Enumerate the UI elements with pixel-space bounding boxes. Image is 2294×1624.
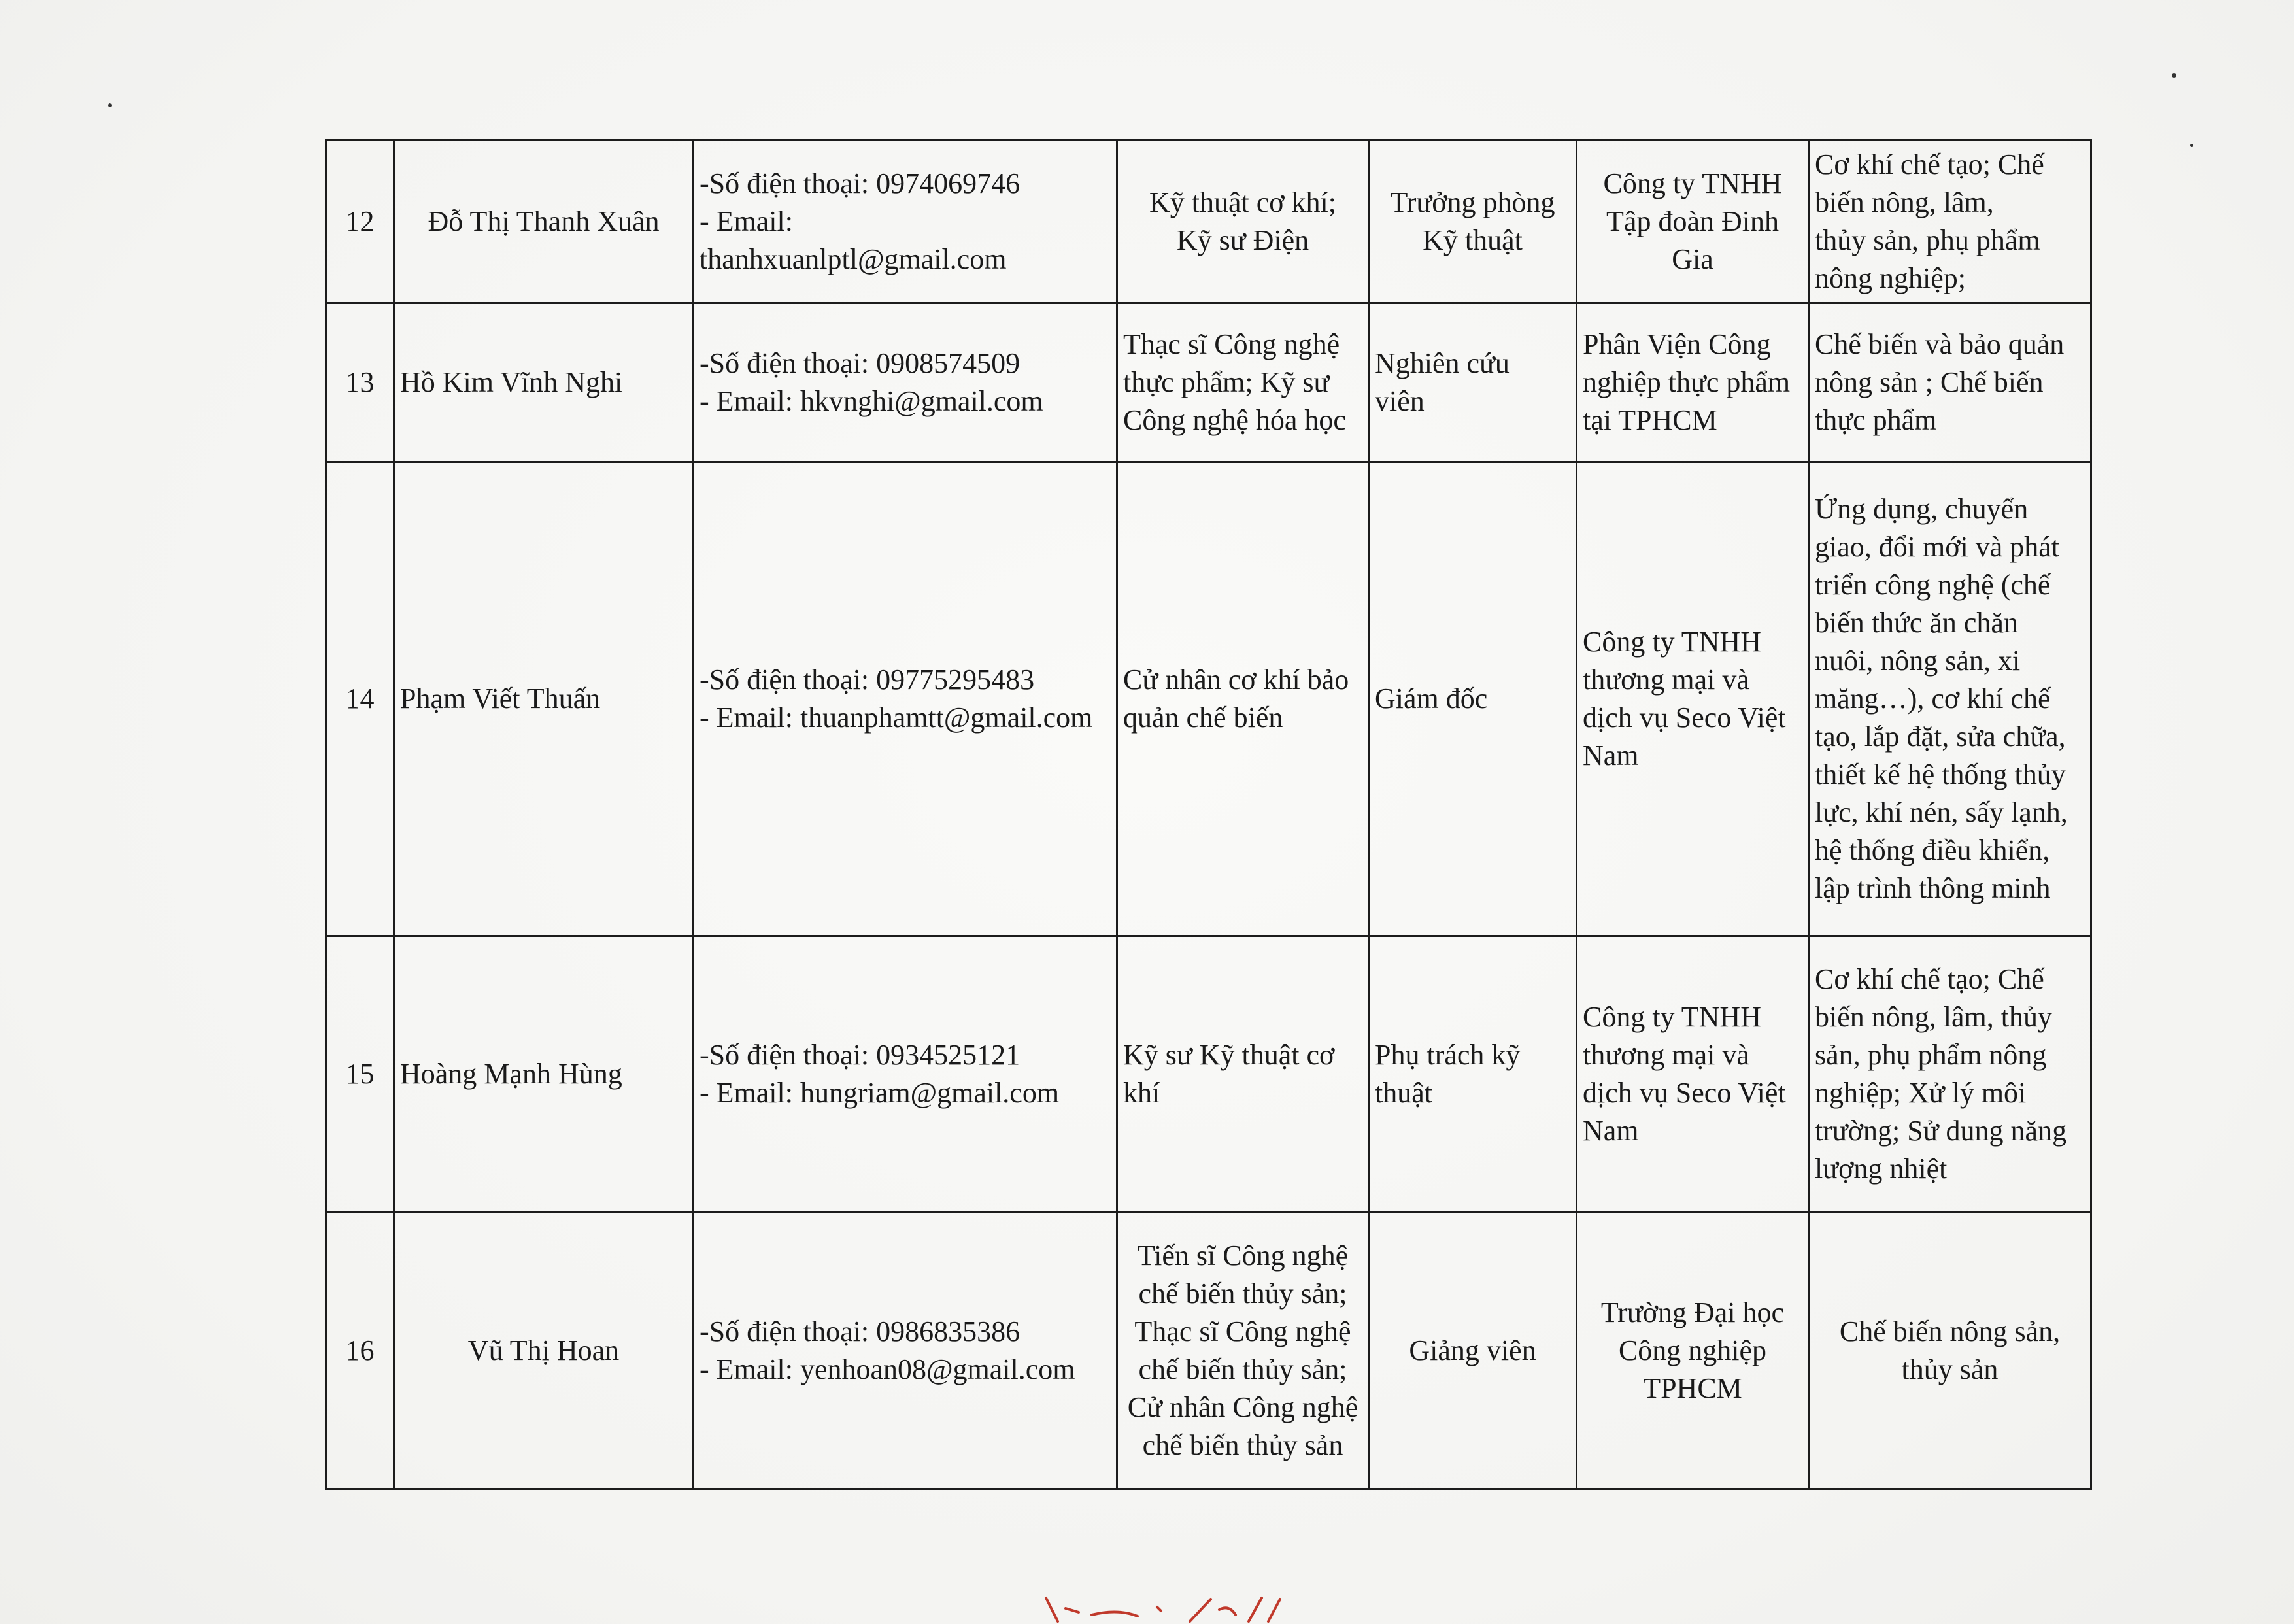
- organization-line: Trường Đại học: [1600, 1296, 1785, 1328]
- organization-line: thương mại và: [1583, 664, 1749, 696]
- table-row: [326, 462, 2091, 936]
- scan-speck: [108, 103, 112, 107]
- field-line: lượng nhiệt: [1815, 1153, 1948, 1185]
- expert-list-table: [325, 139, 2092, 1490]
- field-line: giao, đổi mới và phát: [1815, 531, 2059, 563]
- field-line: tạo, lắp đặt, sửa chữa,: [1815, 720, 2066, 753]
- email-line: - Email: yenhoan08@gmail.com: [700, 1353, 1075, 1385]
- qualification-line: Thạc sĩ Công nghệ: [1134, 1315, 1351, 1347]
- qualification-line: chế biến thủy sản;: [1138, 1277, 1347, 1310]
- field-line: lực, khí nén, sấy lạnh,: [1815, 796, 2068, 828]
- organization-line: Công ty TNHH: [1583, 1001, 1761, 1033]
- qualification-line: Công nghệ hóa học: [1123, 404, 1346, 436]
- position-line: thuật: [1375, 1077, 1432, 1109]
- field-line: Cơ khí chế tạo; Chế: [1815, 963, 2044, 995]
- qualification-line: Cử nhân cơ khí bảo: [1123, 664, 1349, 696]
- field-line: thủy sản: [1901, 1353, 1999, 1385]
- phone-line: -Số điện thoại: 0908574509: [700, 347, 1020, 379]
- expert-name: Hoàng Mạnh Hùng: [394, 936, 694, 1213]
- qualification-cell: [1117, 1213, 1369, 1489]
- field-cell: [1809, 140, 2091, 303]
- qualification-line: chế biến thủy sản;: [1138, 1353, 1347, 1385]
- organization-line: Công nghiệp: [1618, 1334, 1767, 1366]
- field-line: nuôi, nông sản, xi: [1815, 645, 2021, 677]
- field-line: Chế biến nông sản,: [1839, 1315, 2061, 1347]
- qualification-line: Kỹ thuật cơ khí;: [1149, 186, 1336, 218]
- email-line: - Email: thuanphamtt@gmail.com: [700, 702, 1093, 734]
- qualification-line: quản chế biến: [1123, 702, 1283, 734]
- expert-name: Vũ Thị Hoan: [394, 1213, 694, 1489]
- organization-line: tại TPHCM: [1583, 404, 1717, 436]
- field-line: Ứng dụng, chuyển: [1815, 493, 2029, 525]
- field-line: Cơ khí chế tạo; Chế: [1815, 148, 2044, 180]
- organization-line: thương mại và: [1583, 1039, 1749, 1071]
- position-line: Phụ trách kỹ: [1375, 1039, 1521, 1071]
- field-line: nông sản ; Chế biến: [1815, 366, 2044, 398]
- row-number: 16: [326, 1213, 394, 1489]
- organization-cell: [1577, 140, 1809, 303]
- field-line: triển công nghệ (chế: [1815, 569, 2051, 601]
- field-line: măng…), cơ khí chế: [1815, 683, 2051, 715]
- field-line: thủy sản, phụ phẩm: [1815, 224, 2040, 256]
- expert-name: Hồ Kim Vĩnh Nghi: [394, 303, 694, 462]
- field-cell: [1809, 936, 2091, 1213]
- qualification-line: Kỹ sư Kỹ thuật cơ: [1123, 1039, 1335, 1071]
- table-row: [326, 936, 2091, 1213]
- qualification-line: Tiến sĩ Công nghệ: [1137, 1240, 1349, 1272]
- scan-speck: [2190, 144, 2193, 147]
- contact-cell: [694, 462, 1117, 936]
- organization-cell: [1577, 1213, 1809, 1489]
- qualification-line: chế biến thủy sản: [1142, 1429, 1343, 1461]
- contact-cell: [694, 1213, 1117, 1489]
- email-line: - Email: hungriam@gmail.com: [700, 1077, 1060, 1109]
- row-number: 12: [326, 140, 394, 303]
- phone-line: -Số điện thoại: 0934525121: [700, 1039, 1020, 1071]
- contact-cell: [694, 936, 1117, 1213]
- field-line: thiết kế hệ thống thủy: [1815, 758, 2066, 790]
- field-line: nông nghiệp;: [1815, 262, 1966, 294]
- table-row: [326, 303, 2091, 462]
- field-line: Chế biến và bảo quản: [1815, 328, 2065, 360]
- organization-line: Gia: [1672, 243, 1713, 275]
- field-line: nghiệp; Xử lý môi: [1815, 1077, 2027, 1109]
- position-cell: [1369, 1213, 1577, 1489]
- position-line: Nghiên cứu: [1375, 347, 1510, 379]
- position-cell: [1369, 936, 1577, 1213]
- position-line: Trưởng phòng: [1390, 186, 1555, 218]
- qualification-line: Cử nhân Công nghệ: [1127, 1391, 1358, 1423]
- organization-cell: [1577, 303, 1809, 462]
- scan-speck: [2172, 73, 2176, 78]
- qualification-line: khí: [1123, 1077, 1160, 1109]
- contact-cell: [694, 140, 1117, 303]
- expert-name: Đỗ Thị Thanh Xuân: [394, 140, 694, 303]
- organization-line: Phân Viện Công: [1583, 328, 1771, 360]
- position-cell: [1369, 462, 1577, 936]
- field-line: thực phẩm: [1815, 404, 1937, 436]
- position-line: Giám đốc: [1375, 683, 1488, 715]
- field-line: lập trình thông minh: [1815, 872, 2051, 904]
- field-line: sản, phụ phẩm nông: [1815, 1039, 2047, 1071]
- organization-cell: [1577, 936, 1809, 1213]
- field-line: trường; Sử dung năng: [1815, 1115, 2067, 1147]
- field-line: biến thức ăn chăn: [1815, 607, 2018, 639]
- row-number: 15: [326, 936, 394, 1213]
- email-line: thanhxuanlptl@gmail.com: [700, 243, 1007, 275]
- phone-line: -Số điện thoại: 0986835386: [700, 1315, 1020, 1347]
- organization-cell: [1577, 462, 1809, 936]
- table-row: [326, 140, 2091, 303]
- organization-line: dịch vụ Seco Việt: [1583, 1077, 1786, 1109]
- field-cell: [1809, 1213, 2091, 1489]
- field-cell: [1809, 303, 2091, 462]
- email-line: - Email: hkvnghi@gmail.com: [700, 385, 1043, 417]
- qualification-line: Thạc sĩ Công nghệ: [1123, 328, 1340, 360]
- position-line: Giảng viên: [1409, 1334, 1536, 1366]
- expert-name: Phạm Viết Thuấn: [394, 462, 694, 936]
- row-number: 14: [326, 462, 394, 936]
- contact-cell: [694, 303, 1117, 462]
- field-line: biến nông, lâm,: [1815, 186, 1994, 218]
- position-cell: [1369, 140, 1577, 303]
- field-line: hệ thống điều khiển,: [1815, 834, 2050, 866]
- phone-line: -Số điện thoại: 09775295483: [700, 664, 1035, 696]
- row-number: 13: [326, 303, 394, 462]
- organization-line: Công ty TNHH: [1583, 626, 1761, 658]
- qualification-line: thực phẩm; Kỹ sư: [1123, 366, 1330, 398]
- red-stamp-fragment: [1039, 1595, 1288, 1624]
- position-line: viên: [1375, 385, 1425, 417]
- qualification-cell: [1117, 140, 1369, 303]
- organization-line: Tập đoàn Đinh: [1606, 205, 1779, 237]
- position-cell: [1369, 303, 1577, 462]
- field-cell: [1809, 462, 2091, 936]
- organization-line: TPHCM: [1643, 1372, 1742, 1404]
- email-label: - Email:: [700, 205, 793, 237]
- organization-line: Nam: [1583, 1115, 1639, 1147]
- organization-line: nghiệp thực phẩm: [1583, 366, 1791, 398]
- table-row: [326, 1213, 2091, 1489]
- qualification-cell: [1117, 303, 1369, 462]
- organization-line: Công ty TNHH: [1603, 167, 1782, 199]
- position-line: Kỹ thuật: [1423, 224, 1523, 256]
- qualification-line: Kỹ sư Điện: [1176, 224, 1309, 256]
- phone-line: -Số điện thoại: 0974069746: [700, 167, 1020, 199]
- organization-line: dịch vụ Seco Việt: [1583, 702, 1786, 734]
- organization-line: Nam: [1583, 739, 1639, 771]
- qualification-cell: [1117, 936, 1369, 1213]
- qualification-cell: [1117, 462, 1369, 936]
- field-line: biến nông, lâm, thủy: [1815, 1001, 2052, 1033]
